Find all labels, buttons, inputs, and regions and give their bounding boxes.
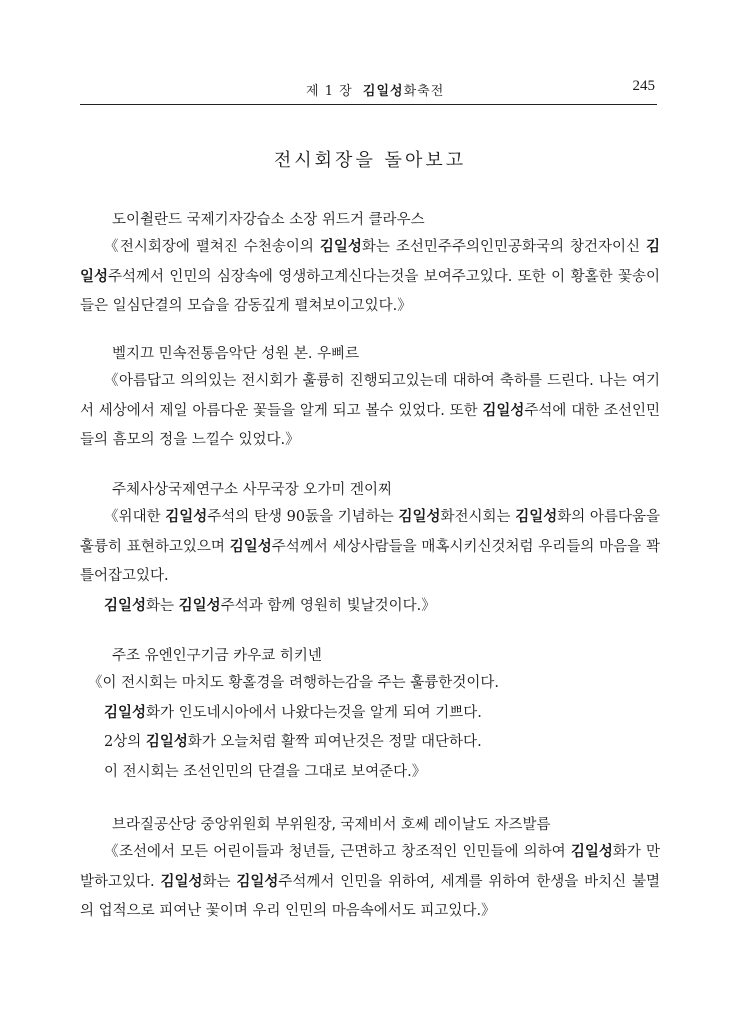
chapter-name-rest: 화축전: [403, 84, 445, 99]
quote-4-line-2: 김일성화가 인도네시아에서 나왔다는것을 알게 되여 기쁘다.: [104, 704, 482, 721]
quote-3-closing: 김일성화는 김일성주석과 함께 영원히 빛날것이다.》: [104, 597, 436, 614]
testimony-1: [80, 207, 660, 322]
quote-1: 《전시회장에 펼쳐진 수천송이의 김일성화는 조선민주주의인민공화국의 창건자이신 김일성주석께서 인민의 심장속에 영생하고계신다는것을 보여주고있다. 또한 이 황홀한 꽃송이들은 일심단결의 모습을 감동깊게 펼쳐보이고있다.》: [80, 239, 660, 314]
quote-5: 《조선에서 모든 어린이들과 청년들, 근면하고 창조적인 인민들에 의하여 김일성화가 만발하고있다. 김일성화는 김일성주석께서 인민을 위하여, 세계를 위하여 한생을 바치신 불멸의 업적으로 피여난 꽃이며 우리 인민의 마음속에서도 피고있다.》: [80, 844, 661, 919]
testimony-5: [80, 812, 660, 927]
chapter-title: [306, 80, 444, 99]
quote-4-line-4: 이 전시회는 조선인민의 단결을 그대로 보여준다.》: [104, 763, 427, 780]
chapter-number: 제 1 장: [306, 84, 353, 99]
speaker-2: 벨지끄 민속전통음악단 성원 본. 우삐르: [112, 346, 360, 362]
quote-4-line-1: 《이 전시회는 마치도 황홀경을 려행하는감을 주는 훌륭한것이다.: [88, 675, 499, 691]
article-title: 전시회장을 돌아보고: [273, 150, 467, 171]
quote-4-line-3: 2상의 김일성화가 오늘처럼 활짝 피여난것은 정말 대단하다.: [104, 734, 482, 750]
speaker-3: 주체사상국제연구소 사무국장 오가미 겐이찌: [112, 482, 392, 498]
speaker-4: 주조 유엔인구기금 카우쿄 히키넨: [112, 648, 322, 664]
speaker-1: 도이췰란드 국제기자강습소 소장 위드거 클라우스: [112, 212, 425, 228]
speaker-5: 브라질공산당 중앙위원회 부위원장, 국제비서 호쎄 레이날도 자즈발름: [112, 817, 551, 833]
testimony-3: [80, 477, 660, 621]
page-number: 245: [632, 78, 655, 94]
testimony-4: [80, 643, 660, 787]
running-header: [80, 80, 657, 105]
testimony-2: [80, 341, 660, 456]
quote-2: 《아름답고 의의있는 전시회가 훌륭히 진행되고있는데 대하여 축하를 드린다. 나는 여기서 세상에서 제일 아름다운 꽃들을 알게 되고 볼수 있었다. 또한 김일성주석에 대한 조선인민들의 흠모의 정을 느낄수 있었다.》: [80, 373, 661, 448]
chapter-leader-name: 김일성: [362, 84, 404, 99]
quote-3: 《위대한 김일성주석의 탄생 90돐을 기념하는 김일성화전시회는 김일성화의 아름다움을 훌륭히 표현하고있으며 김일성주석께서 세상사람들을 매혹시키신것처럼 우리들의 마음을 꽉 틀어잡고있다.: [80, 509, 660, 584]
